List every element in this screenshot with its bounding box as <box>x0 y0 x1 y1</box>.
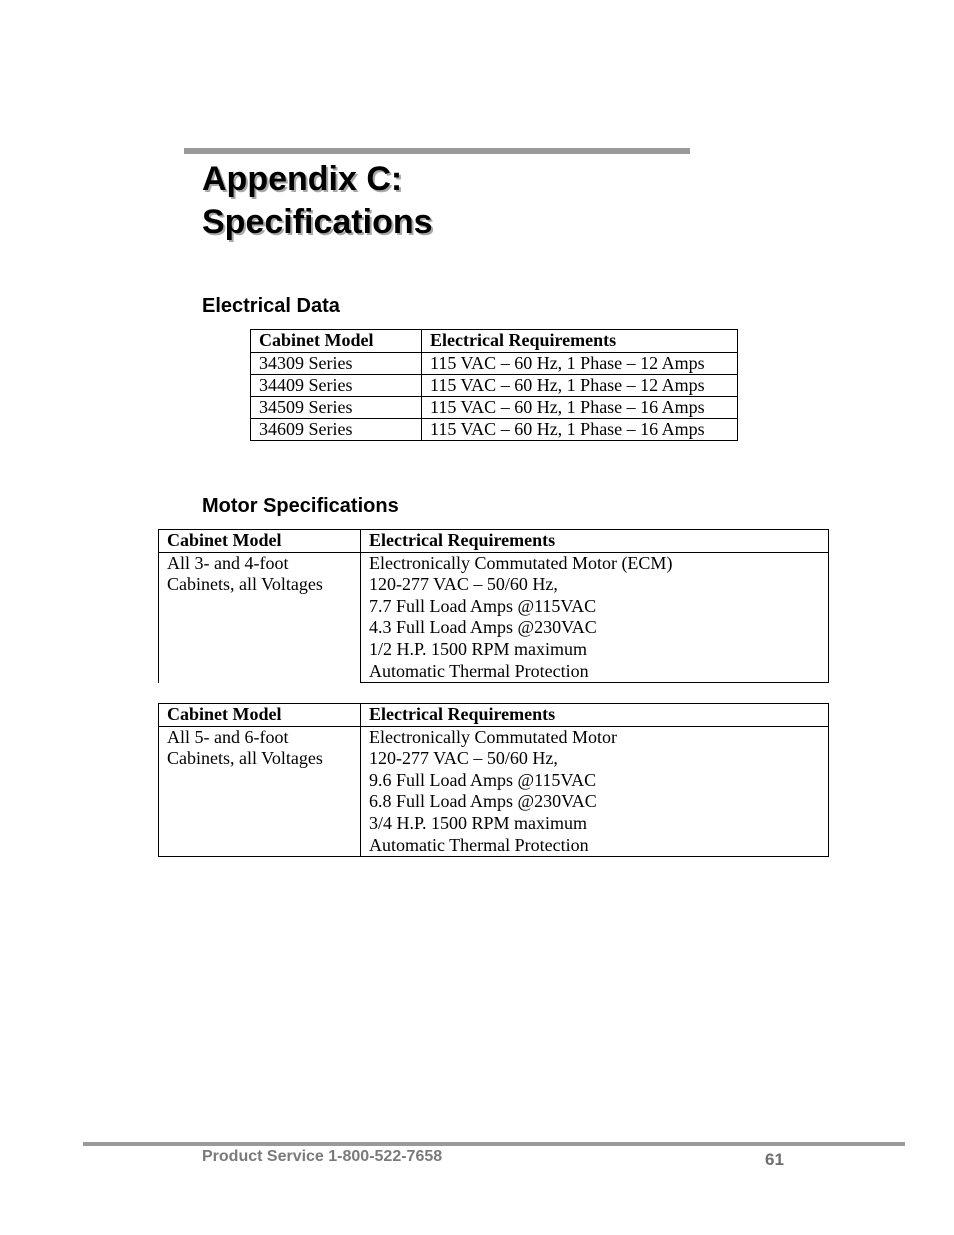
model-line: All 5- and 6-foot <box>167 726 289 747</box>
cell-cabinet-model: 34609 Series <box>251 418 422 440</box>
table-row <box>251 374 738 396</box>
table-header-row <box>251 330 738 353</box>
table-header-row <box>159 704 829 727</box>
column-header-cabinet-model: Cabinet Model <box>159 704 361 727</box>
page-title-line-2: Specifications <box>202 203 433 241</box>
model-line: Cabinets, all Voltages <box>167 748 323 769</box>
requirement-line: Electronically Commutated Motor <box>369 726 617 747</box>
table-row <box>159 726 829 857</box>
motor-spec-table-3-4-foot <box>158 529 829 683</box>
column-header-cabinet-model: Cabinet Model <box>159 530 361 553</box>
cell-electrical-requirements: 115 VAC – 60 Hz, 1 Phase – 12 Amps <box>422 352 738 374</box>
requirement-line: 6.8 Full Load Amps @230VAC <box>369 791 597 812</box>
model-line: Cabinets, all Voltages <box>167 574 323 595</box>
page-number: 61 <box>765 1150 784 1169</box>
footer-rule <box>83 1142 905 1146</box>
motor-specifications-heading: Motor Specifications <box>202 495 399 517</box>
model-line: All 3- and 4-foot <box>167 552 289 573</box>
cell-cabinet-model <box>159 726 361 857</box>
cell-cabinet-model: 34409 Series <box>251 374 422 396</box>
footer-product-service: Product Service 1-800-522-7658 <box>202 1148 443 1165</box>
requirement-line: 4.3 Full Load Amps @230VAC <box>369 617 597 638</box>
cell-electrical-requirements <box>361 726 829 857</box>
column-header-electrical-requirements: Electrical Requirements <box>361 704 829 727</box>
requirement-line: 7.7 Full Load Amps @115VAC <box>369 595 597 616</box>
cell-cabinet-model: 34309 Series <box>251 352 422 374</box>
table-row <box>159 552 829 683</box>
requirement-line: 9.6 Full Load Amps @115VAC <box>369 769 597 790</box>
page-title-line-1: Appendix C: <box>202 160 403 198</box>
electrical-data-heading: Electrical Data <box>202 295 340 317</box>
column-header-electrical-requirements: Electrical Requirements <box>361 530 829 553</box>
table-row <box>251 418 738 440</box>
column-header-cabinet-model: Cabinet Model <box>251 330 422 353</box>
title-rule <box>184 148 690 154</box>
cell-electrical-requirements <box>361 552 829 683</box>
cell-cabinet-model: 34509 Series <box>251 396 422 418</box>
requirement-line: 120-277 VAC – 50/60 Hz, <box>369 748 558 769</box>
cell-electrical-requirements: 115 VAC – 60 Hz, 1 Phase – 16 Amps <box>422 396 738 418</box>
requirement-line: Automatic Thermal Protection <box>369 834 589 855</box>
requirement-line: 1/2 H.P. 1500 RPM maximum <box>369 638 588 659</box>
requirement-line: 120-277 VAC – 50/60 Hz, <box>369 574 558 595</box>
column-header-electrical-requirements: Electrical Requirements <box>422 330 738 353</box>
cell-cabinet-model <box>159 552 361 683</box>
requirement-line: Automatic Thermal Protection <box>369 660 589 681</box>
electrical-data-table <box>250 329 738 441</box>
cell-electrical-requirements: 115 VAC – 60 Hz, 1 Phase – 12 Amps <box>422 374 738 396</box>
cell-electrical-requirements: 115 VAC – 60 Hz, 1 Phase – 16 Amps <box>422 418 738 440</box>
motor-spec-table-5-6-foot <box>158 703 829 857</box>
requirement-line: 3/4 H.P. 1500 RPM maximum <box>369 812 588 833</box>
table-header-row <box>159 530 829 553</box>
requirement-line: Electronically Commutated Motor (ECM) <box>369 552 673 573</box>
table-row <box>251 396 738 418</box>
table-row <box>251 352 738 374</box>
page-title <box>202 158 433 244</box>
